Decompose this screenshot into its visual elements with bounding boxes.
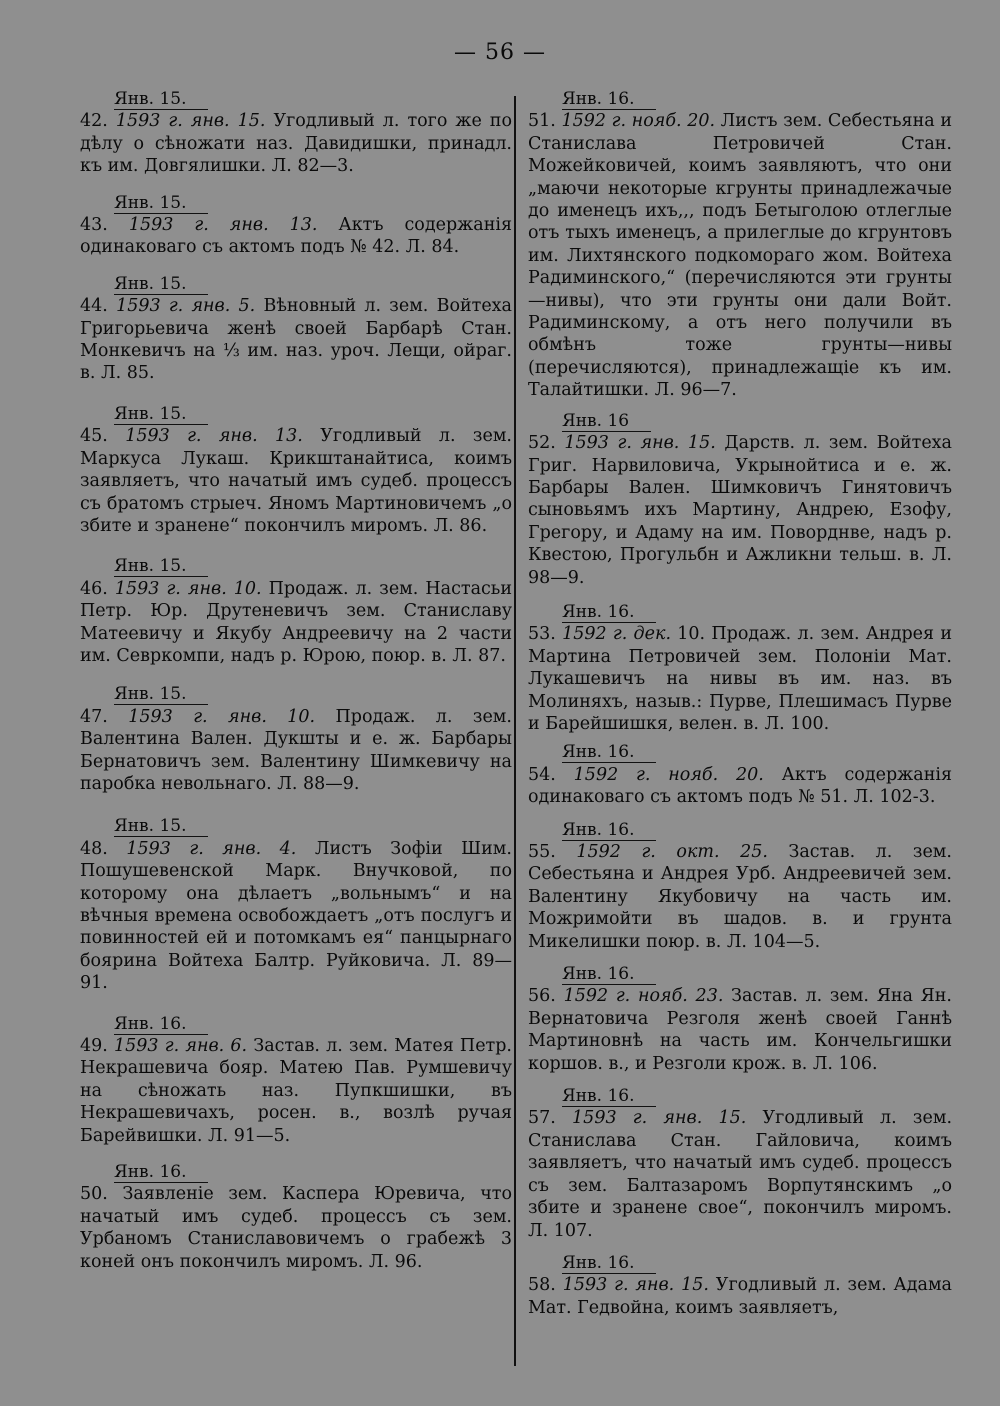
entry-body: Угодливый л. зем. Станислава Стан. Гайловича, коимъ заявляетъ, что начатый имъ судеб. процессъ съ зем. Балтазаромъ Ворпутянскимъ „о збите и зранене свое“, покончилъ миромъ. Л. 107. [528, 1108, 953, 1241]
entry-date: 1593 г. янв. 10. [114, 578, 269, 599]
entry-date-header: Янв. 15. [114, 684, 208, 705]
entry-date-header: Янв. 16. [562, 1086, 656, 1107]
entry-number: 46. [80, 578, 115, 599]
entry-text [80, 838, 512, 995]
entry-date-header: Янв. 16. [562, 602, 656, 623]
entry-body: Угодливый л. зем. Маркуса Лукаш. Крикштанайтиса, коимъ заявляетъ, что начатый имъ судеб. процессъ съ братомъ стрыеч. Яномъ Мартиновичемъ „о збите и зранене“ покончилъ миромъ. Л. 86. [80, 426, 512, 536]
entry-number: 49. [80, 1036, 115, 1057]
entry-body: Продаж. л. зем. Валентина Вален. Дукшты и е. ж. Барбары Бернатовичъ зем. Валентину Шимкевичу на паробка невольнаго. Л. 88—9. [80, 706, 512, 794]
entry-date-header: Янв. 16. [114, 1014, 208, 1035]
entry-date-header: Янв. 16. [562, 89, 656, 110]
entry-text [528, 841, 952, 953]
register-entry [528, 819, 952, 953]
entry-date: 1593 г. янв. 13. [128, 215, 339, 236]
entry-number: 57. [528, 1108, 573, 1129]
entry-body: Угодливый л. того же по дѣлу о сѣножати наз. Давидишки, принадл. къ им. Довгялишки. Л. 82—3. [80, 111, 513, 177]
register-entry [528, 410, 952, 589]
entry-text [528, 623, 952, 735]
entry-text [528, 1107, 952, 1241]
register-entry [80, 1161, 512, 1273]
entry-body: Заявленіе зем. Каспера Юревича, что начатый имъ судеб. процессъ съ зем. Урбаномъ Станиславовичемъ о грабежѣ 3 коней онъ покончилъ миромъ. Л. 96. [80, 1184, 512, 1272]
register-entry [528, 1252, 952, 1319]
register-entry [80, 192, 512, 259]
entry-date-header: Янв. 16. [562, 820, 656, 841]
entry-number: 45. [80, 426, 126, 447]
entry-date: 1593 г. янв. 15. [564, 433, 725, 454]
entry-date-header: Янв. 15. [114, 404, 208, 425]
entry-body: Дарств. л. зем. Войтеха Григ. Нарвиловича, Укрынойтиса и е. ж. Барбары Вален. Шимковичъ Гинятовичъ сыновьямъ ихъ Мартину, Андрею, Езофу, Грегору, и Адаму на им. Поворднве, надъ р. Квестою, Прогульбн и Ажликни тельш. в. Л. 98—9. [528, 433, 952, 588]
register-entry [80, 683, 512, 795]
register-entry [80, 1013, 512, 1147]
entry-date: 1593 г. янв. 5. [116, 296, 264, 317]
entry-date: 1593 г. янв. 15. [572, 1108, 763, 1129]
entry-date-header: Янв. 15. [114, 816, 208, 837]
entry-date-header: Янв. 15. [114, 89, 208, 110]
entry-date-header: Янв. 16. [562, 742, 656, 763]
register-entry [80, 555, 512, 667]
register-entry [528, 88, 952, 402]
entry-text [528, 764, 952, 809]
entry-date: 1593 г. янв. 4. [126, 838, 315, 859]
entry-body: Листъ зем. Себестьяна и Станислава Петровичей Стан. Можейковичей, коимъ заявляютъ, что они „маючи некоторые кгрунты принадлежачые до именецъ ихъ,,, подъ Бетыголою отлеглые отъ тыхъ именецъ, а прилеглые до кгрунтовъ им. Лихтянского подкомораго жом. Войтеха Радиминского,“ (перечисляются эти грунты—нивы), что эти грунты они дали Войт. Радиминскому, а отъ него получили въ обмѣнъ тоже грунты—нивы (перечисляются), принадлежащіе къ им. Талайтишки. Л. 96—7. [528, 111, 952, 401]
left-column [80, 88, 512, 1273]
entry-number: 58. [528, 1275, 563, 1296]
entry-text [80, 1183, 512, 1273]
register-entry [528, 741, 952, 808]
page-number: — 56 — [454, 40, 546, 65]
entry-text [80, 706, 512, 796]
register-entry [80, 815, 512, 994]
entry-text [80, 214, 512, 259]
entry-date-header: Янв. 15. [114, 274, 208, 295]
entry-number: 42. [80, 111, 116, 132]
entry-text [528, 432, 952, 589]
entry-number: 44. [80, 296, 117, 317]
entry-body: Застав. л. зем. Себестьяна и Андрея Урб. Андреевичей зем. Валентину Якубовичу на часть им. Можримойти въ шадов. в. и грунта Микелишки поюр. в. Л. 104—5. [528, 842, 952, 952]
entry-text [528, 110, 952, 401]
entry-number: 43. [80, 215, 129, 236]
entry-number: 56. [528, 986, 564, 1007]
entry-number: 50. [80, 1184, 123, 1205]
entry-date-header: Янв. 16. [562, 964, 656, 985]
register-entry [528, 1085, 952, 1242]
entry-date-header: Янв. 15. [114, 193, 208, 214]
entry-text [80, 295, 512, 385]
entry-number: 47. [80, 706, 129, 727]
entry-body: 10. Продаж. л. зем. Андрея и Мартина Петровичей зем. Полоніи Мат. Лукашевичъ на нивы въ им. наз. въ Молиняхъ, назыв.: Пурве, Плешимасъ Пурве и Барейшишкя, велен. в. Л. 100. [528, 624, 952, 734]
entry-body: Угодливый л. зем. Адама Мат. Гедвойна, коимъ заявляетъ, [528, 1275, 952, 1318]
entry-body: Застав. л. зем. Яна Ян. Вернатовича Резголя женѣ своей Ганнѣ Мартиновнѣ на часть им. Кончельгишки коршов. в., и Резголи крож. в. Л. 106. [528, 986, 952, 1074]
register-entry [80, 273, 512, 385]
register-entry [80, 88, 512, 178]
entry-number: 51. [528, 111, 562, 132]
entry-body: Застав. л. зем. Матея Петр. Некрашевича бояр. Матею Пав. Румшевичу на сѣножать наз. Пупкшишки, въ Некрашевичахъ, росен. в., возлѣ ручая Барейвишки. Л. 91—5. [80, 1036, 512, 1146]
entry-number: 54. [528, 764, 574, 785]
entry-number: 55. [528, 842, 577, 862]
entry-date: 1593 г. янв. 6. [114, 1036, 254, 1057]
entry-date-header: Янв. 16. [562, 1253, 656, 1274]
register-entry [528, 601, 952, 735]
entry-body: Актъ содержанія одинаковаго съ актомъ подъ № 51. Л. 102-3. [528, 764, 952, 808]
entry-date: 1593 г. янв. 15. [562, 1275, 716, 1296]
entry-date: 1592 г. нояб. 20. [573, 764, 782, 785]
entry-number: 53. [528, 624, 563, 645]
entry-body: Продаж. л. зем. Настасьи Петр. Юр. Друтеневичъ зем. Станиславу Матеевичу и Якубу Андреевичу на 2 части им. Севркомпи, надъ р. Юрою, поюр. в. Л. 87. [80, 578, 512, 666]
entry-text [528, 985, 952, 1075]
entry-date-header: Янв. 16. [114, 1162, 208, 1183]
entry-text [528, 1274, 952, 1319]
entry-date: 1592 г. нояб. 23. [563, 986, 732, 1007]
entry-date: 1592 г. окт. 25. [576, 842, 789, 862]
entry-date-header: Янв. 16 [562, 411, 651, 432]
entry-text [80, 110, 512, 177]
entry-date: 1593 г. янв. 15. [115, 111, 274, 132]
entry-body: Листъ Зофіи Шим. Пошушевенской Марк. Внучковой, по которому она дѣлаетъ „вольнымъ“ и на вѣчныя времена освобождаетъ „отъ послугъ и повинностей ей и потомкамъ ея“ панцырнаго боярина Войтеха Балтр. Руйковича. Л. 89—91. [80, 838, 512, 994]
register-entry [528, 963, 952, 1075]
right-column [528, 88, 952, 1319]
entry-number: 48. [80, 838, 127, 859]
entry-date: 1592 г. нояб. 20. [561, 111, 721, 132]
entry-number: 52. [528, 433, 565, 454]
register-entry [80, 403, 512, 537]
entry-text [80, 425, 512, 537]
entry-date: 1593 г. янв. 10. [128, 706, 336, 727]
entry-text [80, 1035, 512, 1147]
entry-body: Вѣновный л. зем. Войтеха Григорьевича женѣ своей Барбарѣ Стан. Монкевичъ на ⅓ им. наз. уроч. Лещи, ойраг. в. Л. 85. [80, 296, 512, 384]
entry-text [80, 578, 512, 668]
entry-date: 1593 г. янв. 13. [125, 426, 321, 447]
entry-date: 1592 г. дек. [562, 624, 678, 645]
entry-date-header: Янв. 15. [114, 556, 208, 577]
column-divider [514, 96, 516, 1366]
entry-body: Актъ содержанія одинаковаго съ актомъ подъ № 42. Л. 84. [80, 215, 512, 258]
